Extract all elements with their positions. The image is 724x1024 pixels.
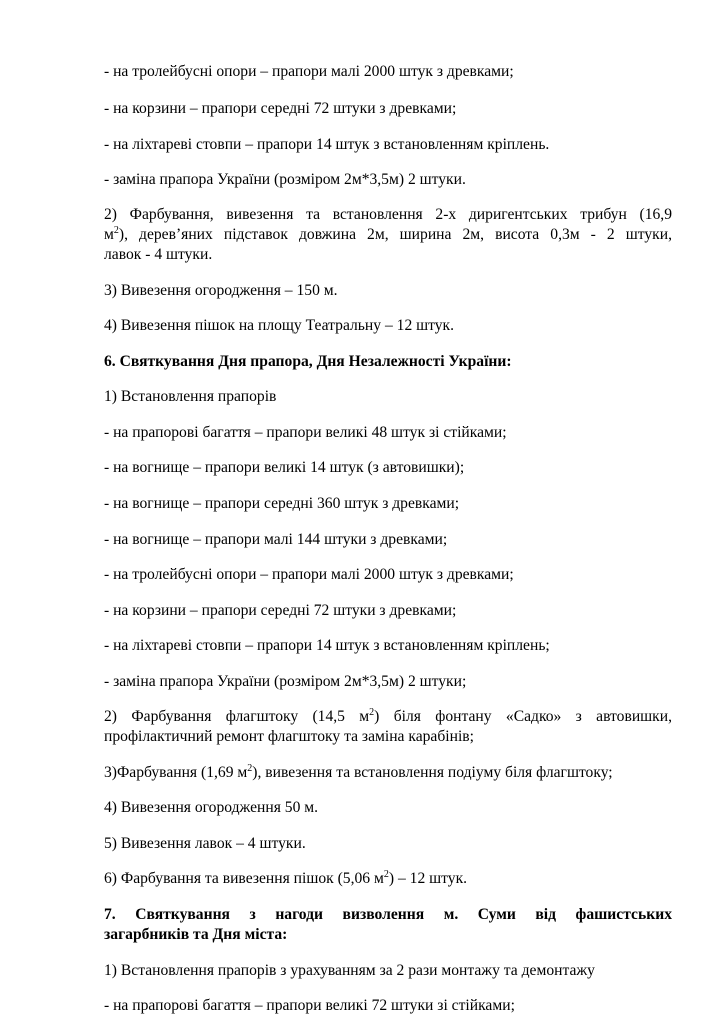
text-line: 3) Вивезення огородження – 150 м. [104, 281, 338, 299]
superscript: 2 [383, 869, 389, 881]
text-fragment: 2) Фарбування флагштоку (14,5 м [104, 708, 370, 726]
section-heading: 7. Святкування з нагоди визволення м. Суми від фашистських [104, 905, 672, 923]
text-line: - на прапорові багаття – прапори великі 72 штуки зі стійками; [104, 997, 515, 1014]
text-line: - на ліхтареві стовпи – прапори 14 штук з встановленням кріплень. [104, 136, 550, 153]
text-line: - на корзини – прапори середні 72 штуки з древками; [104, 601, 457, 619]
text-line: 4) Вивезення пішок на площу Театральну – 12 штук. [104, 317, 455, 335]
text-line [104, 869, 672, 889]
section-heading: загарбників та Дня міста: [104, 926, 288, 943]
text-line [104, 763, 672, 783]
text-line: - на вогнище – прапори середні 360 штук з древками; [104, 495, 460, 512]
text-line: - на корзини – прапори середні 72 штуки з древками; [104, 100, 457, 118]
text-line: 5) Вивезення лавок – 4 штуки. [104, 834, 306, 852]
text-line: 1) Встановлення прапорів [104, 388, 277, 406]
text-fragment: м [104, 226, 114, 244]
paragraph-line [104, 225, 672, 245]
text-line: - заміна прапора України (розміром 2м*3,5м) 2 штуки; [104, 672, 467, 690]
text-line: - заміна прапора України (розміром 2м*3,5м) 2 штуки. [104, 170, 466, 188]
text-fragment: ) біля фонтану «Садко» з автовишки, [374, 708, 672, 726]
paragraph-line: 2) Фарбування, вивезення та встановлення 2-х диригентських трибун (16,9 [104, 206, 672, 223]
text-line: 4) Вивезення огородження 50 м. [104, 799, 319, 817]
text-line: - на тролейбусні опори – прапори малі 2000 штук з древками; [104, 566, 514, 583]
paragraph-line [104, 707, 672, 727]
section-heading: 6. Святкування Дня прапора, Дня Незалежності України: [104, 352, 512, 370]
text-fragment: ), вивезення та встановлення подіуму біля флагштоку; [252, 763, 613, 781]
superscript: 2 [247, 762, 253, 774]
text-line: 1) Встановлення прапорів з урахуванням за 2 рази монтажу та демонтажу [104, 961, 595, 979]
text-fragment: 6) Фарбування та вивезення пішок (5,06 м [104, 870, 384, 888]
paragraph-line: профілактичний ремонт флагштоку та заміна карабінів; [104, 728, 474, 746]
text-line: - на ліхтареві стовпи – прапори 14 штук з встановленням кріплень; [104, 637, 550, 654]
paragraph-line: лавок - 4 штуки. [104, 246, 213, 264]
text-line: - на прапорові багаття – прапори великі 48 штук зі стійками; [104, 423, 507, 441]
text-fragment: 3)Фарбування (1,69 м [104, 763, 248, 781]
text-line: - на тролейбусні опори – прапори малі 2000 штук з древками; [104, 63, 514, 80]
text-fragment: ) – 12 штук. [388, 870, 468, 888]
text-line: - на вогнище – прапори великі 14 штук (з автовишки); [104, 459, 465, 477]
superscript: 2 [369, 706, 375, 718]
text-line: - на вогнище – прапори малі 144 штуки з древками; [104, 530, 448, 548]
superscript: 2 [113, 225, 119, 236]
text-fragment: ), дерев’яних підставок довжина 2м, ширина 2м, висота 0,3м - 2 штуки, [118, 226, 672, 244]
